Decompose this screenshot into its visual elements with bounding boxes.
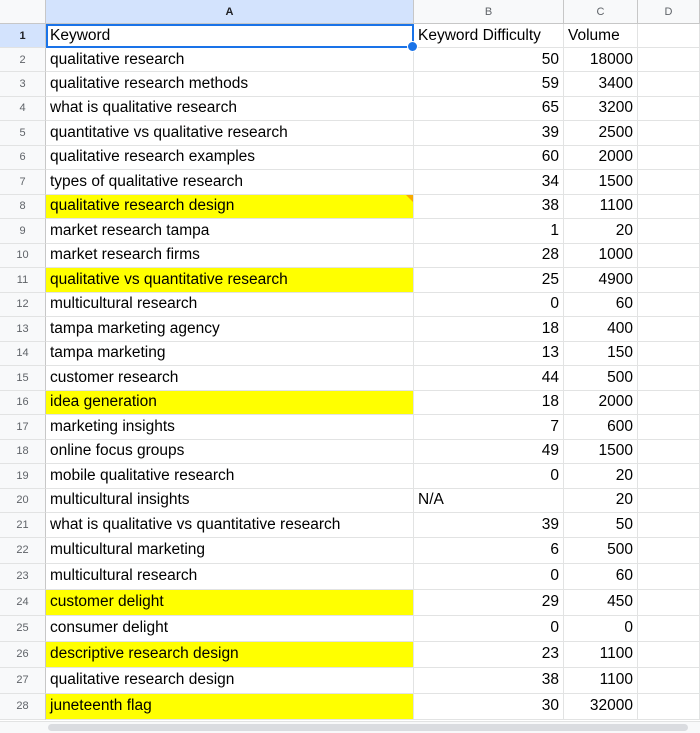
- cell-keyword[interactable]: [46, 72, 414, 97]
- cell-empty[interactable]: [638, 72, 700, 97]
- cell-empty[interactable]: [638, 195, 700, 220]
- row-header[interactable]: 26: [0, 642, 46, 668]
- cell-keyword-difficulty[interactable]: 60: [414, 146, 564, 171]
- cell-volume[interactable]: 4900: [564, 268, 638, 293]
- cell-volume[interactable]: 20: [564, 219, 638, 244]
- row-header[interactable]: 27: [0, 668, 46, 694]
- cell-empty[interactable]: [638, 366, 700, 391]
- row-header[interactable]: 11: [0, 268, 46, 293]
- row-header[interactable]: 5: [0, 121, 46, 146]
- cell-empty[interactable]: [638, 268, 700, 293]
- cell-empty[interactable]: [638, 489, 700, 514]
- keyword-text: marketing insights: [50, 417, 175, 435]
- cell-empty[interactable]: [638, 244, 700, 269]
- cell-empty[interactable]: [638, 121, 700, 146]
- row-header[interactable]: 19: [0, 464, 46, 489]
- row-header[interactable]: 24: [0, 590, 46, 616]
- cell-keyword[interactable]: [46, 538, 414, 564]
- cell-keyword[interactable]: [46, 244, 414, 269]
- row-header[interactable]: 17: [0, 415, 46, 440]
- cell-volume[interactable]: 32000: [564, 694, 638, 720]
- cell-keyword-difficulty[interactable]: 28: [414, 244, 564, 269]
- keyword-text: qualitative research examples: [50, 148, 256, 166]
- cell-volume[interactable]: 1000: [564, 244, 638, 269]
- cell-empty[interactable]: [638, 464, 700, 489]
- cell-keyword[interactable]: [46, 366, 414, 391]
- keyword-text: types of qualitative research: [50, 172, 243, 190]
- cell-keyword[interactable]: [46, 342, 414, 367]
- cell-keyword[interactable]: [46, 694, 414, 720]
- cell-keyword-difficulty[interactable]: 18: [414, 317, 564, 342]
- cell-keyword[interactable]: [46, 464, 414, 489]
- keyword-text: consumer delight: [50, 619, 169, 636]
- cell-keyword-difficulty[interactable]: 38: [414, 195, 564, 220]
- cell-empty[interactable]: [638, 564, 700, 590]
- cell-keyword[interactable]: [46, 317, 414, 342]
- keyword-text: customer delight: [50, 593, 164, 610]
- cell-volume[interactable]: 450: [564, 590, 638, 616]
- cell-empty[interactable]: [638, 391, 700, 416]
- cell-volume[interactable]: 3400: [564, 72, 638, 97]
- cell-empty[interactable]: [638, 219, 700, 244]
- keyword-text: market research firms: [50, 246, 200, 264]
- cell-volume[interactable]: 18000: [564, 48, 638, 72]
- cell-keyword-difficulty[interactable]: 38: [414, 668, 564, 694]
- comment-indicator-icon[interactable]: [406, 195, 413, 202]
- keyword-text: tampa marketing: [50, 344, 166, 362]
- cell-keyword[interactable]: [46, 391, 414, 416]
- cell-keyword-difficulty[interactable]: 1: [414, 219, 564, 244]
- cell-empty[interactable]: [638, 293, 700, 318]
- row-header[interactable]: 20: [0, 489, 46, 514]
- cell-keyword-difficulty[interactable]: 39: [414, 121, 564, 146]
- cell-keyword-difficulty[interactable]: 49: [414, 440, 564, 465]
- keyword-text: qualitative research methods: [50, 74, 249, 92]
- column-header-d[interactable]: D: [638, 0, 700, 24]
- row-header[interactable]: 2: [0, 48, 46, 72]
- cell-volume[interactable]: 1500: [564, 440, 638, 465]
- cell-keyword-difficulty[interactable]: Keyword Difficulty: [414, 24, 564, 48]
- cell-volume[interactable]: 1100: [564, 668, 638, 694]
- cell-keyword-difficulty[interactable]: 0: [414, 616, 564, 642]
- keyword-text: qualitative research design: [50, 671, 235, 688]
- cell-keyword-difficulty[interactable]: 18: [414, 391, 564, 416]
- cell-keyword-difficulty[interactable]: 59: [414, 72, 564, 97]
- column-header-a[interactable]: A: [46, 0, 414, 24]
- row-header[interactable]: 15: [0, 366, 46, 391]
- row-header[interactable]: 23: [0, 564, 46, 590]
- cell-volume[interactable]: 500: [564, 538, 638, 564]
- row-header[interactable]: 7: [0, 170, 46, 195]
- keyword-text: market research tampa: [50, 221, 210, 239]
- row-header[interactable]: 3: [0, 72, 46, 97]
- cell-keyword[interactable]: [46, 590, 414, 616]
- row-header[interactable]: 1: [0, 24, 46, 48]
- row-header[interactable]: 10: [0, 244, 46, 269]
- cell-keyword-difficulty[interactable]: 0: [414, 293, 564, 318]
- cell-volume[interactable]: 2000: [564, 146, 638, 171]
- cell-a1-active[interactable]: [46, 24, 414, 48]
- cell-keyword-difficulty[interactable]: 29: [414, 590, 564, 616]
- fill-handle[interactable]: [407, 41, 418, 52]
- cell-keyword-difficulty[interactable]: 44: [414, 366, 564, 391]
- keyword-text: descriptive research design: [50, 645, 239, 662]
- keyword-text: Keyword: [50, 26, 111, 44]
- keyword-text: qualitative vs quantitative research: [50, 270, 288, 288]
- cell-volume[interactable]: 150: [564, 342, 638, 367]
- select-all-corner[interactable]: [0, 0, 46, 24]
- cell-volume[interactable]: 3200: [564, 97, 638, 122]
- cell-keyword-difficulty[interactable]: 30: [414, 694, 564, 720]
- cell-empty[interactable]: [638, 48, 700, 72]
- cell-volume[interactable]: 600: [564, 415, 638, 440]
- row-header[interactable]: 6: [0, 146, 46, 171]
- cell-keyword[interactable]: [46, 146, 414, 171]
- keyword-text: multicultural marketing: [50, 541, 206, 558]
- cell-empty[interactable]: [638, 590, 700, 616]
- cell-volume[interactable]: 2000: [564, 391, 638, 416]
- keyword-text: multicultural research: [50, 567, 198, 584]
- cell-volume[interactable]: 400: [564, 317, 638, 342]
- cell-volume[interactable]: 20: [564, 464, 638, 489]
- cell-keyword[interactable]: [46, 219, 414, 244]
- keyword-text: idea generation: [50, 393, 157, 411]
- cell-keyword-difficulty[interactable]: 39: [414, 513, 564, 538]
- row-header[interactable]: 22: [0, 538, 46, 564]
- cell-keyword-difficulty[interactable]: 25: [414, 268, 564, 293]
- keyword-text: mobile qualitative research: [50, 466, 235, 484]
- keyword-text: quantitative vs qualitative research: [50, 123, 288, 141]
- row-header[interactable]: 12: [0, 293, 46, 318]
- cell-volume[interactable]: 1500: [564, 170, 638, 195]
- cell-volume[interactable]: 1100: [564, 642, 638, 668]
- keyword-text: what is qualitative research: [50, 99, 237, 117]
- row-header[interactable]: 21: [0, 513, 46, 538]
- cell-keyword-difficulty[interactable]: 7: [414, 415, 564, 440]
- cell-keyword-difficulty[interactable]: 23: [414, 642, 564, 668]
- cell-volume[interactable]: 60: [564, 293, 638, 318]
- cell-keyword[interactable]: [46, 642, 414, 668]
- cell-empty[interactable]: [638, 642, 700, 668]
- cell-keyword-difficulty[interactable]: 0: [414, 564, 564, 590]
- cell-keyword[interactable]: [46, 668, 414, 694]
- keyword-text: multicultural research: [50, 295, 198, 313]
- keyword-text: online focus groups: [50, 442, 185, 460]
- cell-empty[interactable]: [638, 668, 700, 694]
- cell-empty[interactable]: [638, 97, 700, 122]
- horizontal-scrollbar[interactable]: [0, 721, 700, 733]
- cell-keyword[interactable]: [46, 121, 414, 146]
- cell-keyword[interactable]: [46, 97, 414, 122]
- cell-volume[interactable]: 0: [564, 616, 638, 642]
- cell-volume[interactable]: 500: [564, 366, 638, 391]
- cell-keyword[interactable]: [46, 564, 414, 590]
- cell-empty[interactable]: [638, 694, 700, 720]
- row-header[interactable]: 25: [0, 616, 46, 642]
- cell-keyword-difficulty[interactable]: N/A: [414, 489, 564, 514]
- scrollbar-thumb[interactable]: [48, 724, 688, 731]
- keyword-text: qualitative research: [50, 50, 185, 68]
- keyword-text: juneteenth flag: [50, 697, 152, 714]
- cell-keyword[interactable]: [46, 195, 414, 220]
- cell-keyword[interactable]: [46, 489, 414, 514]
- row-header[interactable]: 18: [0, 440, 46, 465]
- cell-volume[interactable]: 2500: [564, 121, 638, 146]
- cell-volume[interactable]: 1100: [564, 195, 638, 220]
- cell-keyword-difficulty[interactable]: 13: [414, 342, 564, 367]
- row-header[interactable]: 13: [0, 317, 46, 342]
- keyword-text: multicultural insights: [50, 491, 190, 509]
- cell-keyword[interactable]: [46, 513, 414, 538]
- row-header[interactable]: 8: [0, 195, 46, 220]
- cell-empty[interactable]: [638, 415, 700, 440]
- cell-empty[interactable]: [638, 342, 700, 367]
- cell-keyword[interactable]: [46, 440, 414, 465]
- cell-keyword[interactable]: [46, 268, 414, 293]
- cell-keyword-difficulty[interactable]: 6: [414, 538, 564, 564]
- cell-empty[interactable]: [638, 513, 700, 538]
- row-header[interactable]: 14: [0, 342, 46, 367]
- row-header[interactable]: 4: [0, 97, 46, 122]
- cell-keyword-difficulty[interactable]: 65: [414, 97, 564, 122]
- cell-empty[interactable]: [638, 616, 700, 642]
- cell-keyword[interactable]: [46, 170, 414, 195]
- cell-keyword-difficulty[interactable]: 34: [414, 170, 564, 195]
- cell-empty[interactable]: [638, 146, 700, 171]
- keyword-text: tampa marketing agency: [50, 319, 220, 337]
- keyword-text: customer research: [50, 368, 179, 386]
- cell-empty[interactable]: [638, 317, 700, 342]
- keyword-text: qualitative research design: [50, 197, 235, 215]
- cell-empty[interactable]: [638, 538, 700, 564]
- keyword-text: what is qualitative vs quantitative research: [50, 515, 341, 533]
- cell-keyword[interactable]: [46, 616, 414, 642]
- cell-volume[interactable]: 60: [564, 564, 638, 590]
- row-header[interactable]: 28: [0, 694, 46, 720]
- cell-keyword-difficulty[interactable]: 0: [414, 464, 564, 489]
- column-header-c[interactable]: C: [564, 0, 638, 24]
- cell-empty[interactable]: [638, 24, 700, 48]
- cell-keyword[interactable]: [46, 293, 414, 318]
- cell-empty[interactable]: [638, 440, 700, 465]
- cell-keyword[interactable]: [46, 415, 414, 440]
- cell-empty[interactable]: [638, 170, 700, 195]
- column-header-b[interactable]: B: [414, 0, 564, 24]
- row-header[interactable]: 9: [0, 219, 46, 244]
- cell-keyword-difficulty[interactable]: 50: [414, 48, 564, 72]
- cell-volume[interactable]: 50: [564, 513, 638, 538]
- cell-keyword[interactable]: [46, 48, 414, 72]
- row-header[interactable]: 16: [0, 391, 46, 416]
- cell-volume[interactable]: 20: [564, 489, 638, 514]
- cell-volume[interactable]: Volume: [564, 24, 638, 48]
